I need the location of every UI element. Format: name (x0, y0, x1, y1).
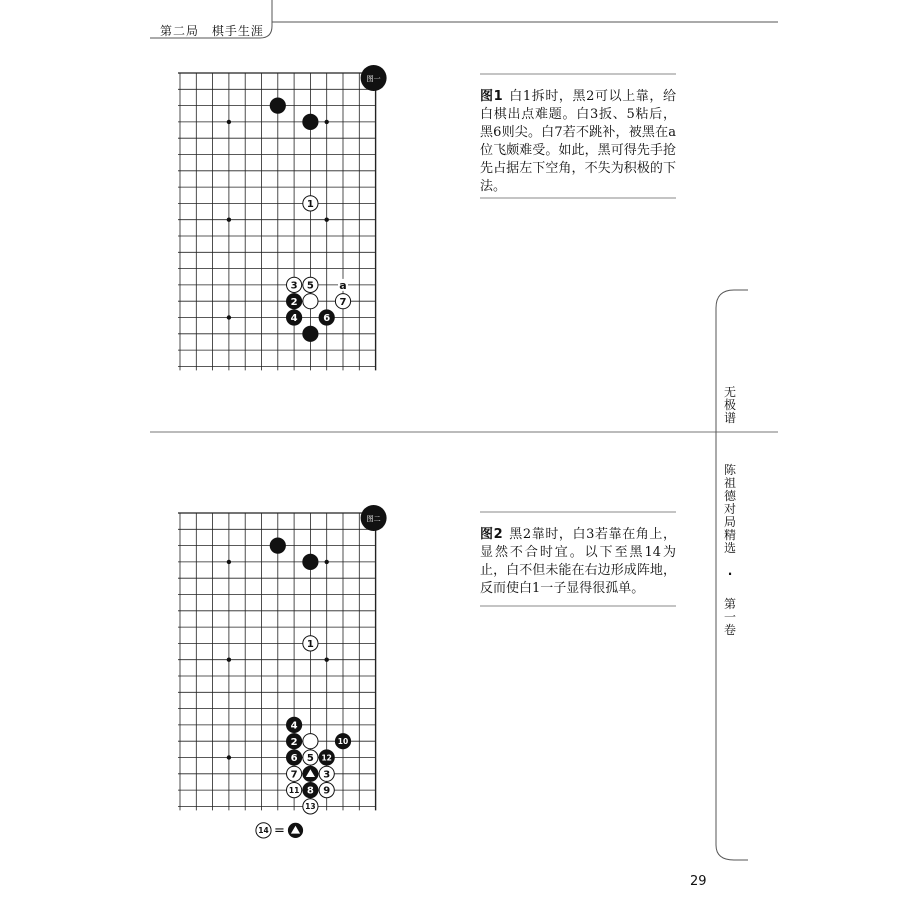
stone-number: 9 (323, 785, 331, 797)
sidebar-series-title: 陈祖德对局精选 (723, 463, 736, 555)
caption-diagram-2 (480, 526, 676, 598)
star-point (325, 658, 329, 662)
black-stone (287, 734, 302, 749)
stone-number: 3 (290, 280, 298, 292)
stone-number: 4 (290, 720, 298, 732)
star-point (325, 560, 329, 564)
stone-number: 1 (306, 199, 314, 210)
chapter-label: 第二局 (160, 24, 200, 38)
stone-number: 10 (337, 737, 349, 746)
stone-number: 2 (290, 736, 298, 748)
star-point (227, 658, 231, 662)
stone-number: 7 (339, 296, 347, 308)
caption-text: 白1拆时，黑2可以上靠，给白棋出点难题。白3扳、5粘后，黑6则尖。白7若不跳补，被黑在a位飞颇难受。如此，黑可得先手抢先占据左下空角，不失为积极的下法。 (480, 89, 677, 194)
stone-number: 4 (290, 313, 298, 325)
black-stone (319, 750, 334, 765)
white-stone (303, 734, 318, 749)
diagram-footnote (256, 823, 303, 839)
caption-label: 图2 (480, 527, 503, 542)
diagram-badge-label: 图一 (366, 75, 381, 83)
stone-number: 5 (306, 280, 314, 292)
sidebar-volume: 第一卷 (723, 597, 736, 637)
page-number: 29 (690, 874, 707, 889)
stone-number: 11 (288, 785, 300, 795)
stone-number: 1 (306, 639, 314, 650)
equals-sign: = (274, 823, 285, 839)
stone-number: 6 (290, 753, 298, 765)
black-stone (270, 538, 285, 553)
stone-number: 3 (323, 769, 331, 781)
sidebar-book-title: 无极谱 (723, 385, 736, 425)
stone-number: 14 (258, 826, 269, 836)
black-stone (287, 750, 302, 765)
stone-number: 7 (290, 769, 298, 781)
caption-label: 图1 (480, 89, 503, 104)
white-stone (303, 636, 318, 651)
black-stone (303, 766, 318, 781)
white-stone (319, 766, 334, 781)
white-stone (319, 783, 334, 798)
stone-number: 8 (306, 785, 314, 797)
diagram-badge-label: 图二 (366, 515, 381, 523)
white-stone (287, 766, 302, 781)
black-stone (287, 717, 302, 732)
sidebar-separator: · (727, 567, 733, 581)
stone-number: 12 (321, 753, 332, 763)
white-stone (303, 799, 318, 814)
star-point (227, 560, 231, 564)
point-mark-label: a (339, 278, 347, 292)
caption-diagram-1 (480, 88, 676, 196)
chapter-title: 棋手生涯 (211, 24, 264, 38)
star-point (227, 755, 231, 759)
stone-number: 5 (306, 753, 314, 765)
black-stone (335, 734, 350, 749)
board-grid (178, 513, 376, 810)
white-stone (287, 783, 302, 798)
stone-number: 6 (323, 313, 331, 325)
black-stone (303, 554, 318, 569)
stone-number: 2 (290, 296, 298, 308)
black-stone (303, 783, 318, 798)
stone-number: 13 (305, 802, 316, 812)
white-stone (303, 750, 318, 765)
caption-text: 黑2靠时，白3若靠在角上，显然不合时宜。以下至黑14为止，白不但未能在右边形成阵地，反而使白1一子显得很孤单。 (480, 527, 677, 596)
